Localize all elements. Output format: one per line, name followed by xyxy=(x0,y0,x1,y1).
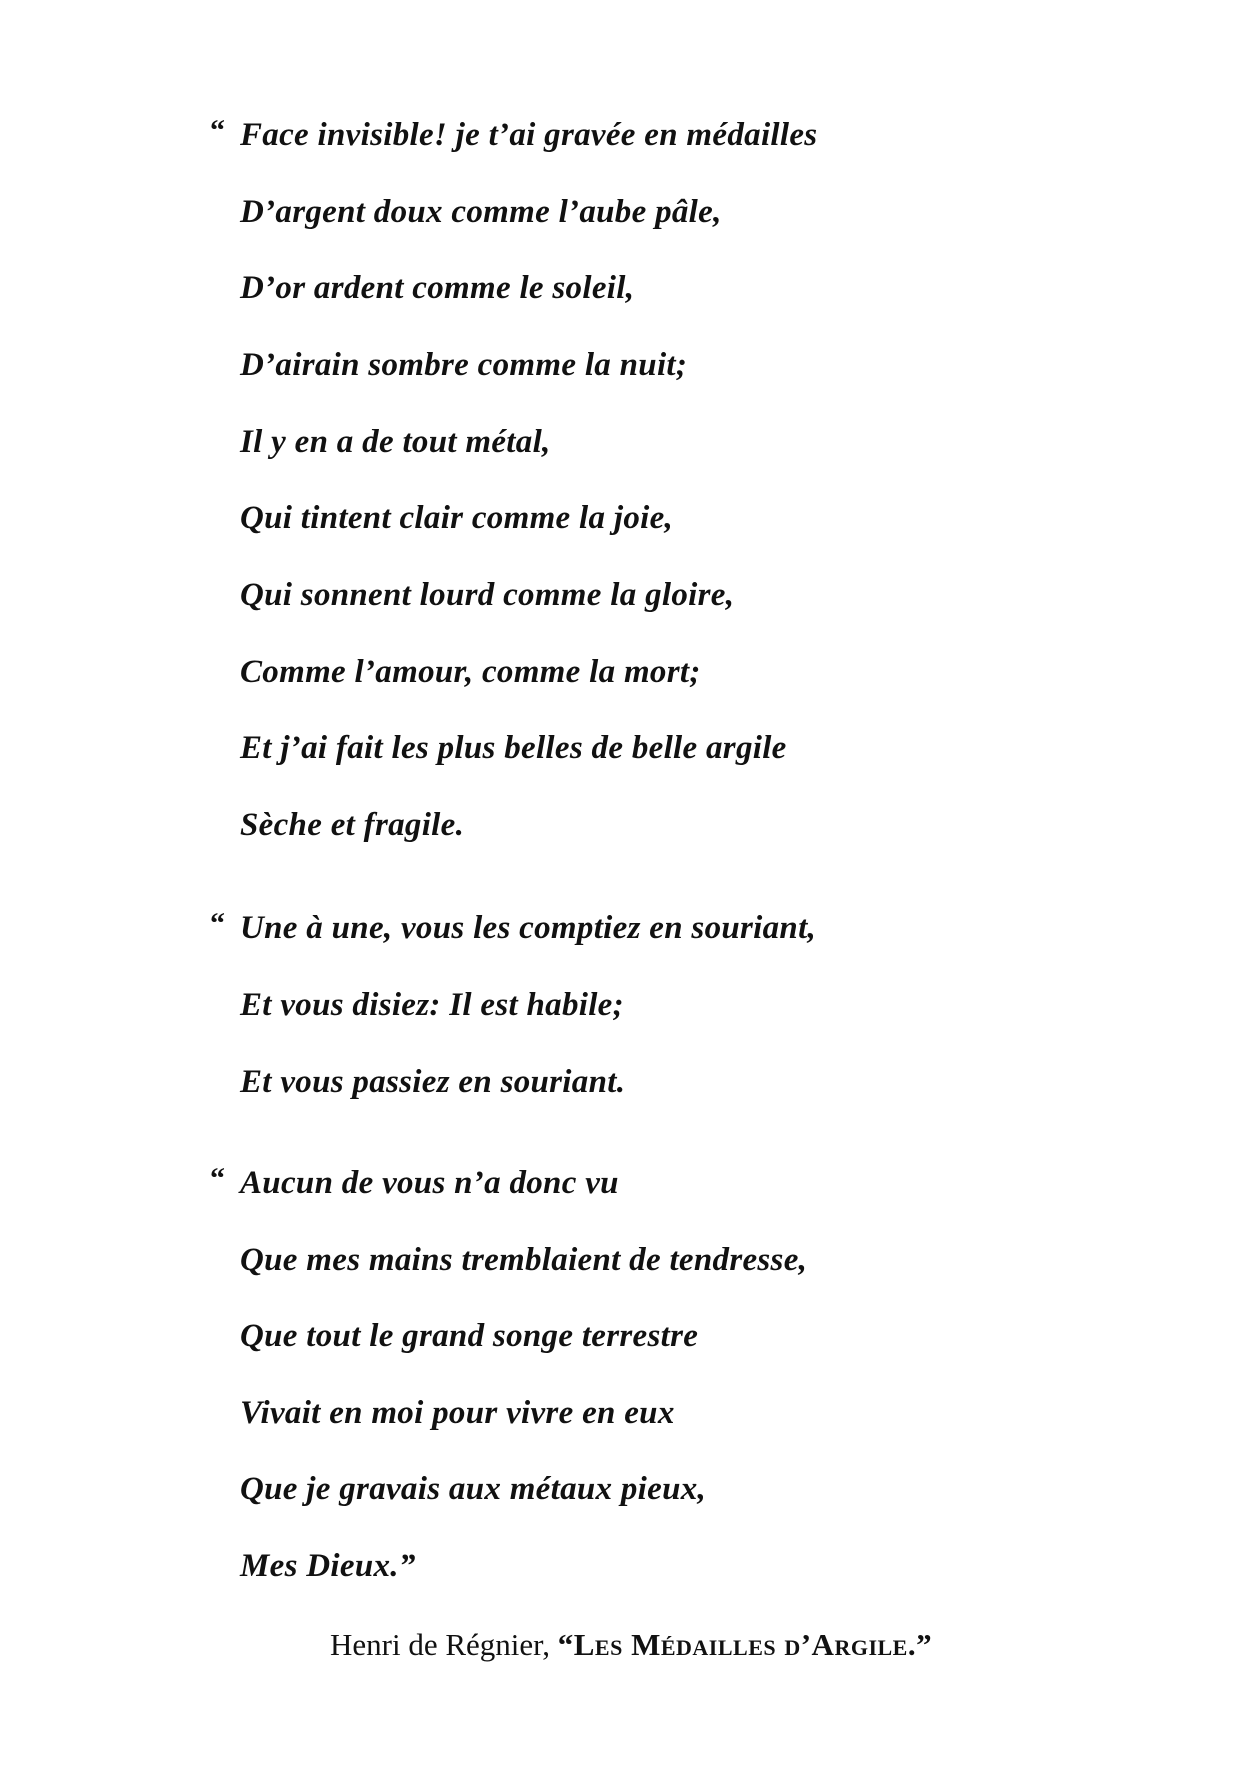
poem-line: Vivait en moi pour vivre en eux xyxy=(240,1395,675,1431)
opening-quote: “ xyxy=(210,1162,226,1195)
poem-line xyxy=(210,1162,619,1203)
poem-line: Mes Dieux.” xyxy=(240,1548,416,1584)
poem-line: Qui tintent clair comme la joie, xyxy=(240,500,674,536)
poem-line: Que mes mains tremblaient de tendresse, xyxy=(240,1242,808,1278)
poem-line: Sèche et fragile. xyxy=(240,807,465,843)
poem-line: D’argent doux comme l’aube pâle, xyxy=(240,194,722,230)
poem-line: D’or ardent comme le soleil, xyxy=(240,270,635,306)
poem-line: Il y en a de tout métal, xyxy=(240,424,551,460)
poem-line xyxy=(210,907,817,948)
line-text: Face invisible! je t’ai gravée en médailles xyxy=(240,117,818,153)
poem-line: Qui sonnent lourd comme la gloire, xyxy=(240,577,735,613)
attribution-author: Henri de Régnier, xyxy=(330,1627,550,1662)
poem-line: Et j’ai fait les plus belles de belle argile xyxy=(240,730,787,766)
poem-line: Et vous passiez en souriant. xyxy=(240,1064,626,1100)
opening-quote: “ xyxy=(210,907,226,940)
line-text: Une à une, vous les comptiez en souriant, xyxy=(240,910,817,946)
poem-line: D’airain sombre comme la nuit; xyxy=(240,347,688,383)
poem-line: Que je gravais aux métaux pieux, xyxy=(240,1471,707,1507)
attribution-title: “Les Médailles d’Argile.” xyxy=(557,1627,933,1662)
poem-line: Et vous disiez: Il est habile; xyxy=(240,987,624,1023)
poem-line xyxy=(210,114,818,155)
attribution xyxy=(330,1625,932,1665)
poem-line: Que tout le grand songe terrestre xyxy=(240,1318,699,1354)
opening-quote: “ xyxy=(210,114,226,147)
poem-line: Comme l’amour, comme la mort; xyxy=(240,654,701,690)
line-text: Aucun de vous n’a donc vu xyxy=(240,1165,619,1201)
